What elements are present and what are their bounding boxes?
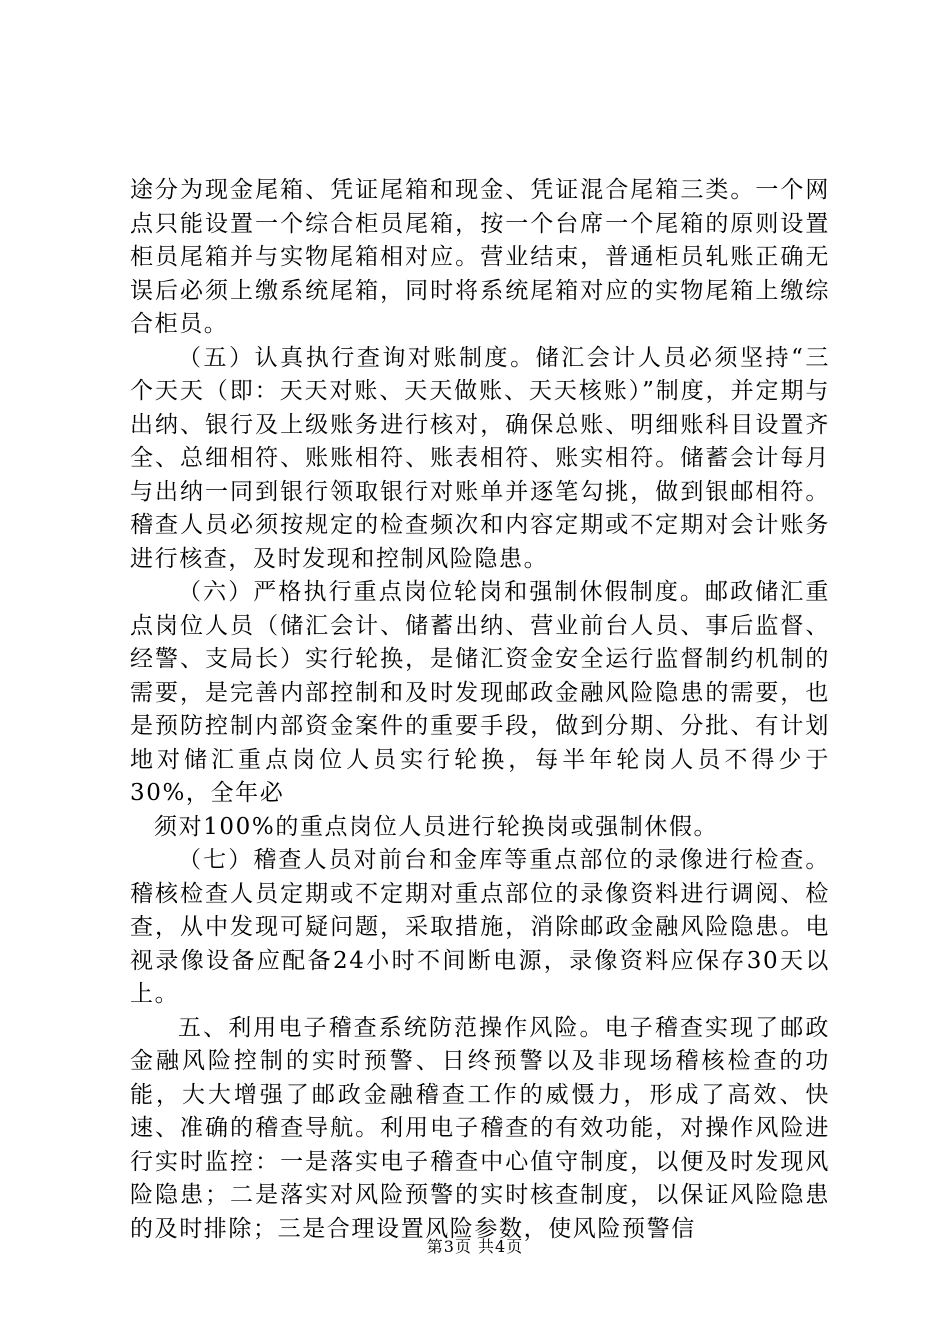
document-body <box>130 174 830 1246</box>
paragraph-continuation: 途分为现金尾箱、凭证尾箱和现金、凭证混合尾箱三类。一个网点只能设置一个综合柜员尾箱，按一个台席一个尾箱的原则设置柜员尾箱并与实物尾箱相对应。营业结束，普通柜员轧账正确无误后必须上缴系统尾箱，同时将系统尾箱对应的实物尾箱上缴综合柜员。 <box>130 177 830 337</box>
paragraph-section-7: （七）稽查人员对前台和金库等重点部位的录像进行检查。稽核检查人员定期或不定期对重点部位的录像资料进行调阅、检查，从中发现可疑问题，采取措施，消除邮政金融风险隐患。电视录像设备应配备24小时不间断电源，录像资料应保存30天以上。 <box>130 847 830 1007</box>
paragraph-section-5: （五）认真执行查询对账制度。储汇会计人员必须坚持“三个天天（即：天天对账、天天做账、天天核账）”制度，并定期与出纳、银行及上级账务进行核对，确保总账、明细账科目设置齐全、总细相符、账账相符、账表相符、账实相符。储蓄会计每月与出纳一同到银行领取银行对账单并逐笔勾挑，做到银邮相符。稽查人员必须按规定的检查频次和内容定期或不定期对会计账务进行核查，及时发现和控制风险隐患。 <box>130 344 830 572</box>
page-number-footer: 第3页 共4页 <box>426 1237 524 1256</box>
paragraph-section-6-continuation: 须对100%的重点岗位人员进行轮换岗或强制休假。 <box>154 813 719 840</box>
paragraph-section-6: （六）严格执行重点岗位轮岗和强制休假制度。邮政储汇重点岗位人员（储汇会计、储蓄出纳、营业前台人员、事后监督、经警、支局长）实行轮换，是储汇资金安全运行监督制约机制的需要，是完善内部控制和及时发现邮政金融风险隐患的需要，也是预防控制内部资金案件的重要手段，做到分期、分批、有计划地对储汇重点岗位人员实行轮换，每半年轮岗人员不得少于30%，全年必 <box>130 579 830 806</box>
paragraph-part-5: 五、利用电子稽查系统防范操作风险。电子稽查实现了邮政金融风险控制的实时预警、日终预警以及非现场稽核检查的功能，大大增强了邮政金融稽查工作的威慑力，形成了高效、快速、准确的稽查导航。利用电子稽查的有效功能，对操作风险进行实时监控：一是落实电子稽查中心值守制度，以便及时发现风险隐患；二是落实对风险预警的实时核查制度，以保证风险隐患的及时排除；三是合理设置风险参数，使风险预警信 <box>130 1014 830 1242</box>
